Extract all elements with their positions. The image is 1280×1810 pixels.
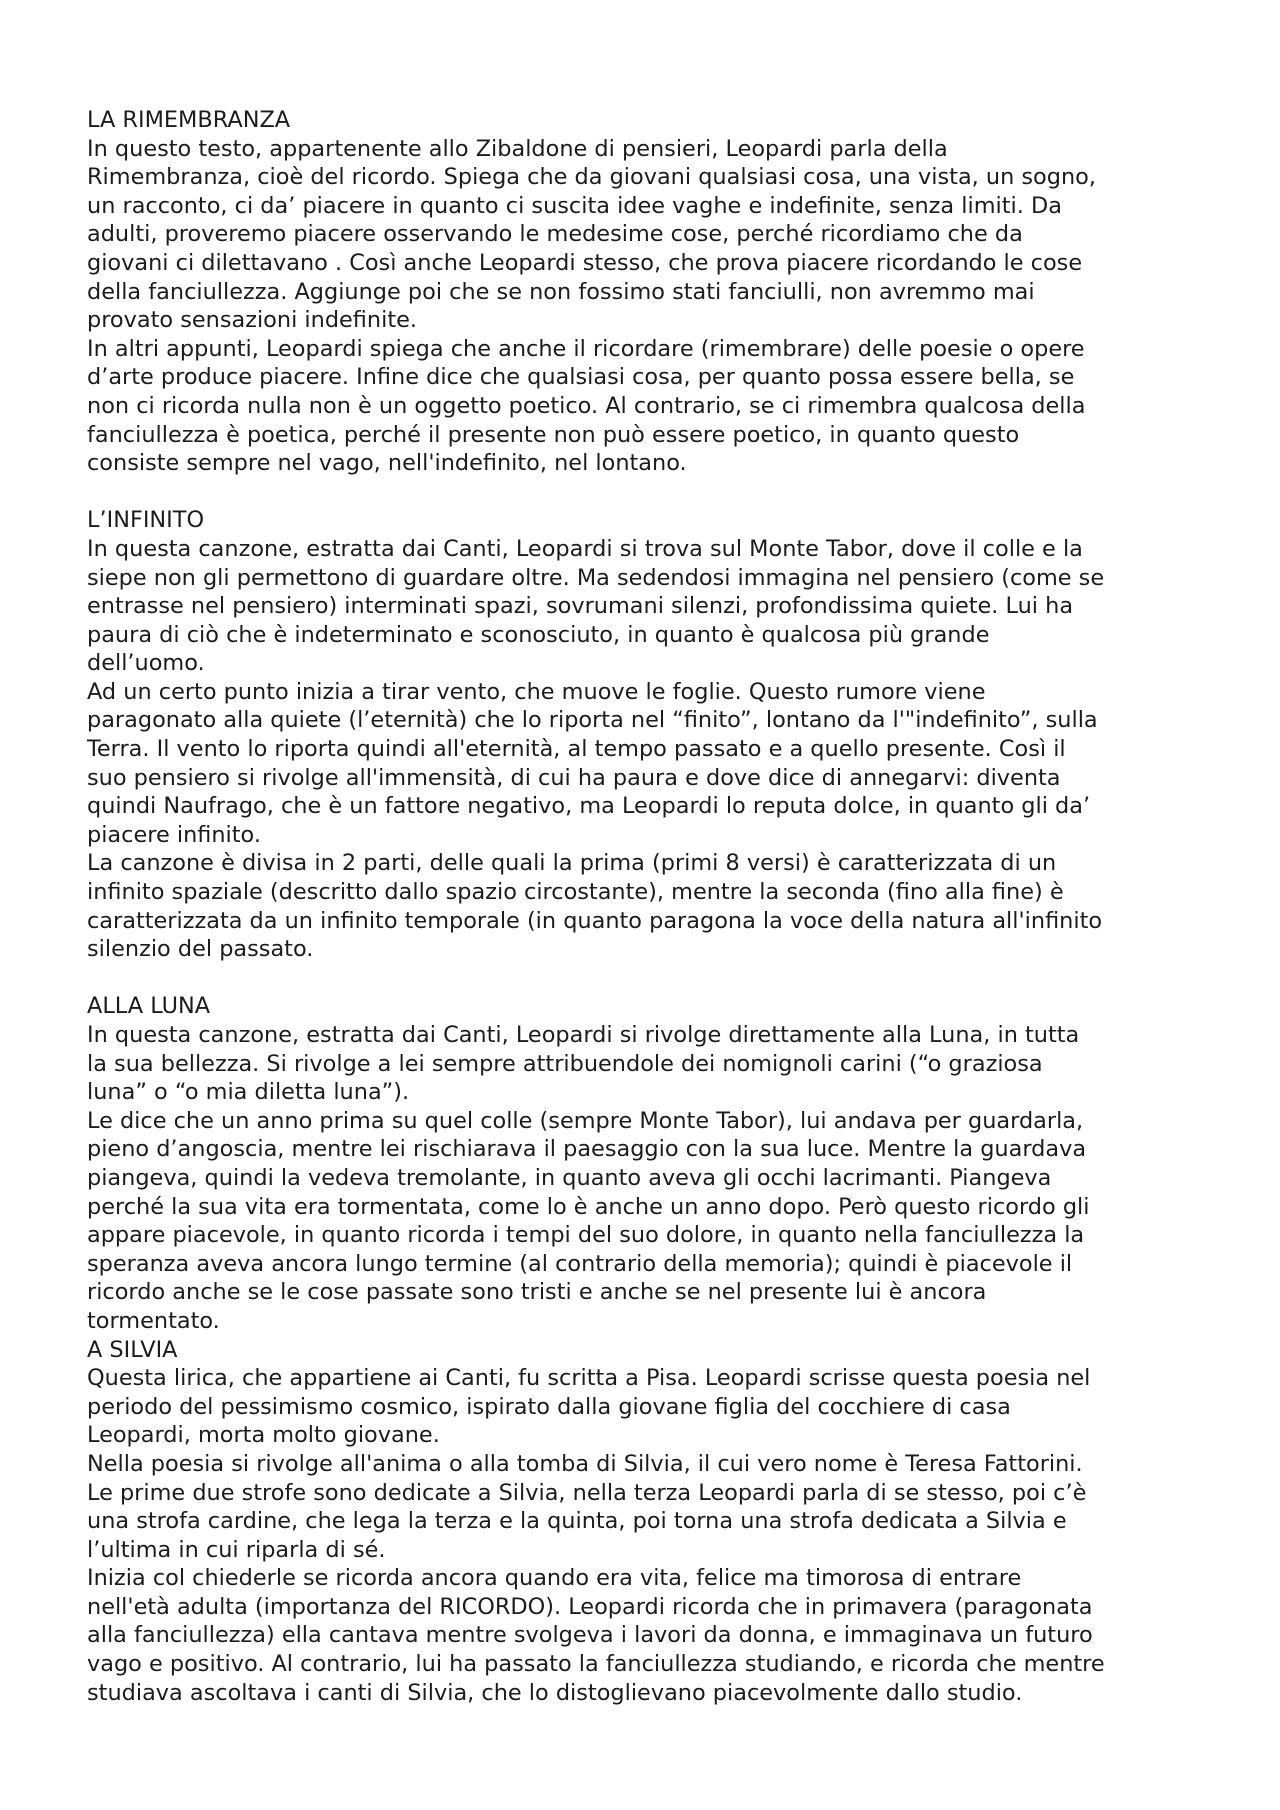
paragraph — [87, 1450, 1207, 1564]
text-line: non ci ricorda nulla non è un oggetto poetico. Al contrario, se ci rimembra qualcosa della — [87, 392, 1086, 419]
text-line: luna” o “o mia diletta luna”). — [87, 1079, 410, 1106]
text-line: siepe non gli permettono di guardare oltre. Ma sedendosi immagina nel pensiero (come se — [87, 564, 1105, 591]
text-line: tormentato. — [87, 1307, 220, 1334]
text-line: Nella poesia si rivolge all'anima o alla tomba di Silvia, il cui vero nome è Teresa Fattorini. — [87, 1450, 1083, 1477]
text-line: Leopardi, morta molto giovane. — [87, 1422, 440, 1449]
text-line: studiava ascoltava i canti di Silvia, che lo distoglievano piacevolmente dallo studio. — [87, 1679, 1023, 1706]
text-line: Questa lirica, che appartiene ai Canti, fu scritta a Pisa. Leopardi scrisse questa poesia nel — [87, 1365, 1091, 1392]
text-line: l’ultima in cui riparla di sé. — [87, 1536, 386, 1563]
text-line: alla fanciullezza) ella cantava mentre svolgeva i lavori da donna, e immaginava un futuro — [87, 1622, 1093, 1649]
text-line: consiste sempre nel vago, nell'indefinito, nel lontano. — [87, 450, 687, 477]
section-l-infinito — [87, 506, 1207, 964]
text-line: dell’uomo. — [87, 650, 205, 677]
text-line: provato sensazioni indefinite. — [87, 307, 417, 334]
text-line: piacere infinito. — [87, 821, 261, 848]
text-line: In questa canzone, estratta dai Canti, Leopardi si trova sul Monte Tabor, dove il colle e la — [87, 535, 1083, 562]
text-line: Ad un certo punto inizia a tirar vento, che muove le foglie. Questo rumore viene — [87, 678, 986, 705]
paragraph — [87, 1564, 1207, 1707]
section-heading: L’INFINITO — [87, 507, 205, 534]
paragraph — [87, 1107, 1207, 1336]
text-line: perché la sua vita era tormentata, come lo è anche un anno dopo. Però questo ricordo gli — [87, 1193, 1090, 1220]
text-line: un racconto, ci da’ piacere in quanto ci suscita idee vaghe e indefinite, senza limiti. Da — [87, 192, 1062, 219]
text-line: infinito spaziale (descritto dallo spazio circostante), mentre la seconda (fino alla fine) è — [87, 879, 1064, 906]
text-line: paura di ciò che è indeterminato e sconosciuto, in quanto è qualcosa più grande — [87, 621, 990, 648]
paragraph — [87, 535, 1207, 678]
text-line: Rimembranza, cioè del ricordo. Spiega che da giovani qualsiasi cosa, una vista, un sogno, — [87, 164, 1096, 191]
text-line: suo pensiero si rivolge all'immensità, di cui ha paura e dove dice di annegarvi: diventa — [87, 764, 1061, 791]
text-line: entrasse nel pensiero) interminati spazi, sovrumani silenzi, profondissima quiete. Lui ha — [87, 593, 1074, 620]
text-line: appare piacevole, in quanto ricorda i tempi del suo dolore, in quanto nella fanciullezza la — [87, 1222, 1085, 1249]
section-spacer — [87, 964, 1207, 993]
section-la-rimembranza — [87, 106, 1207, 478]
text-line: giovani ci dilettavano . Così anche Leopardi stesso, che prova piacere ricordando le cose — [87, 249, 1083, 276]
text-line: nell'età adulta (importanza del RICORDO). Leopardi ricorda che in primavera (paragonata — [87, 1593, 1093, 1620]
text-line: In questa canzone, estratta dai Canti, Leopardi si rivolge direttamente alla Luna, in tutta — [87, 1022, 1080, 1048]
paragraph — [87, 849, 1207, 963]
text-line: fanciullezza è poetica, perché il presente non può essere poetico, in quanto questo — [87, 421, 1020, 448]
text-line: Terra. Il vento lo riporta quindi all'eternità, al tempo passato e a quello presente. Così il — [87, 736, 1066, 763]
text-line: paragonato alla quiete (l’eternità) che lo riporta nel “finito”, lontano da l'"indefinito”, sulla — [87, 707, 1098, 734]
section-heading: LA RIMEMBRANZA — [87, 107, 291, 133]
paragraph — [87, 1364, 1207, 1450]
section-alla-luna — [87, 992, 1207, 1335]
text-line: una strofa cardine, che lega la terza e la quinta, poi torna una strofa dedicata a Silvia e — [87, 1508, 1067, 1535]
text-line: Inizia col chiederle se ricorda ancora quando era vita, felice ma timorosa di entrare — [87, 1565, 1022, 1592]
section-heading: A SILVIA — [87, 1336, 178, 1363]
text-line: pieno d’angoscia, mentre lei rischiarava il paesaggio con la sua luce. Mentre la guardava — [87, 1136, 1087, 1163]
text-line: In altri appunti, Leopardi spiega che anche il ricordare (rimembrare) delle poesie o opere — [87, 335, 1085, 362]
document-page — [87, 106, 1207, 1707]
text-line: ricordo anche se le cose passate sono tristi e anche se nel presente lui è ancora — [87, 1279, 987, 1306]
text-line: della fanciullezza. Aggiunge poi che se non fossimo stati fanciulli, non avremmo mai — [87, 278, 1035, 305]
text-line: La canzone è divisa in 2 parti, delle quali la prima (primi 8 versi) è caratterizzata di un — [87, 850, 1057, 877]
section-heading: ALLA LUNA — [87, 993, 211, 1020]
text-line: Le prime due strofe sono dedicate a Silvia, nella terza Leopardi parla di se stesso, poi c’è — [87, 1479, 1087, 1506]
text-line: piangeva, quindi la vedeva tremolante, in quanto aveva gli occhi lacrimanti. Piangeva — [87, 1164, 1052, 1191]
text-line: d’arte produce piacere. Infine dice che qualsiasi cosa, per quanto possa essere bella, se — [87, 364, 1075, 391]
paragraph — [87, 678, 1207, 850]
paragraph — [87, 135, 1207, 335]
section-spacer — [87, 478, 1207, 507]
paragraph — [87, 1021, 1207, 1107]
text-line: In questo testo, appartenente allo Zibaldone di pensieri, Leopardi parla della — [87, 135, 948, 162]
text-line: Le dice che un anno prima su quel colle (sempre Monte Tabor), lui andava per guardarla, — [87, 1107, 1084, 1134]
text-line: quindi Naufrago, che è un fattore negativo, ma Leopardi lo reputa dolce, in quanto gli da’ — [87, 793, 1091, 820]
text-line: la sua bellezza. Si rivolge a lei sempre attribuendole dei nomignoli carini (“o graziosa — [87, 1050, 1043, 1077]
text-line: periodo del pessimismo cosmico, ispirato dalla giovane figlia del cocchiere di casa — [87, 1393, 1011, 1420]
text-line: adulti, proveremo piacere osservando le medesime cose, perché ricordiamo che da — [87, 221, 1023, 248]
text-line: silenzio del passato. — [87, 936, 314, 963]
paragraph — [87, 335, 1207, 478]
section-a-silvia — [87, 1336, 1207, 1708]
text-line: speranza aveva ancora lungo termine (al contrario della memoria); quindi è piacevole il — [87, 1250, 1073, 1277]
text-line: caratterizzata da un infinito temporale (in quanto paragona la voce della natura all'infinito — [87, 907, 1103, 934]
text-line: vago e positivo. Al contrario, lui ha passato la fanciullezza studiando, e ricorda che mentre — [87, 1651, 1105, 1678]
